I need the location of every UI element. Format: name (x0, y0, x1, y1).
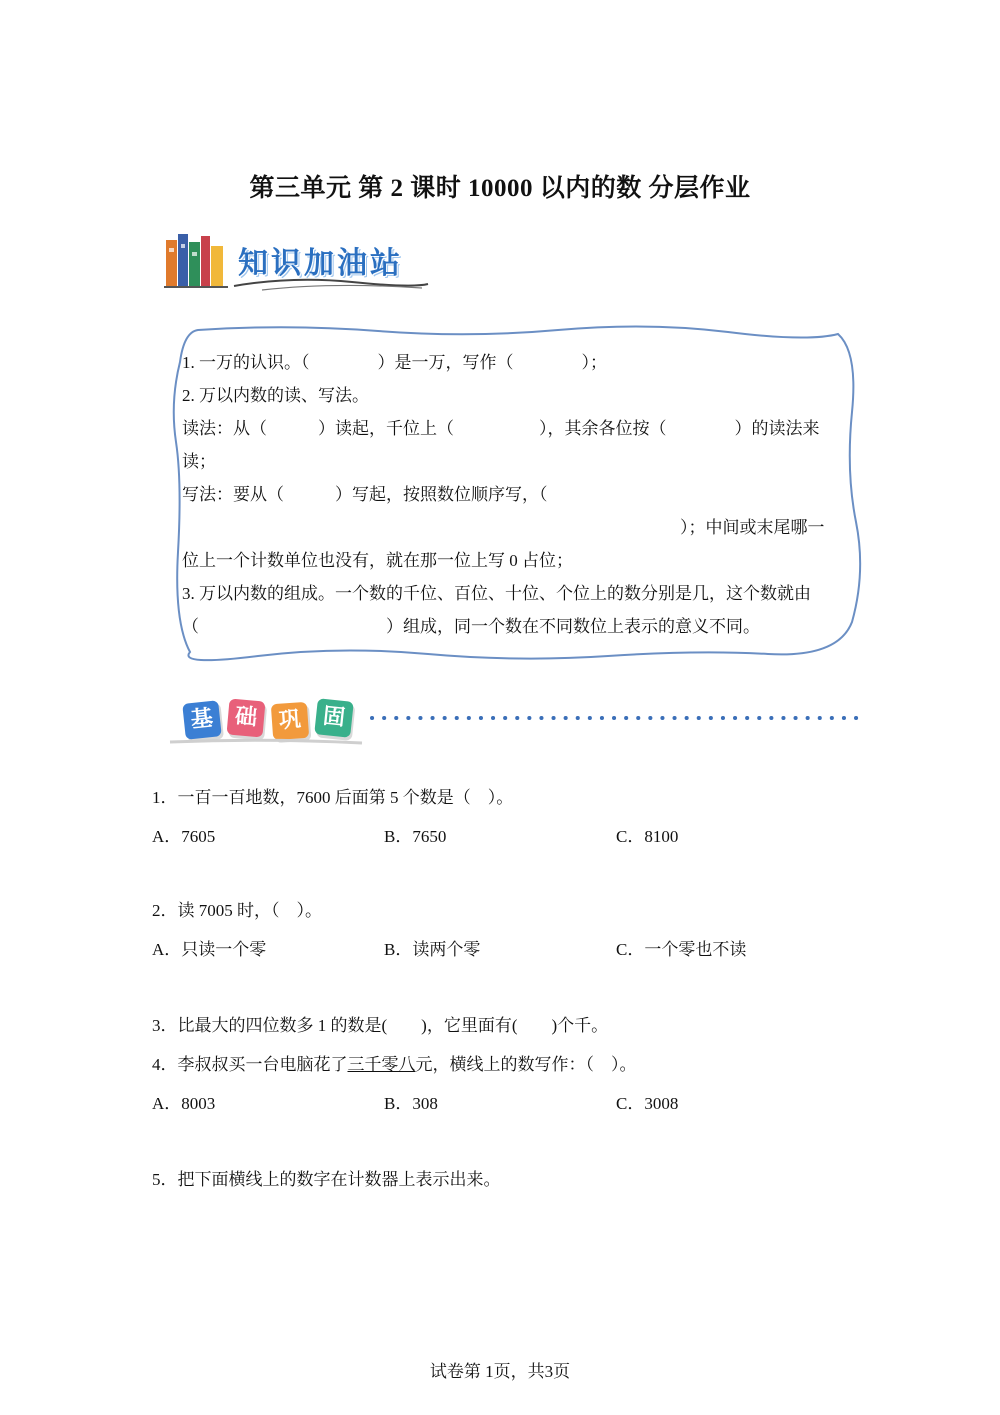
knowledge-line-6: ）；中间或末尾哪一 (680, 518, 825, 537)
question-4-option-b[interactable]: B．308 (384, 1094, 438, 1113)
knowledge-line-9: （ ）组成，同一个数在不同数位上表示的意义不同。 (182, 617, 760, 636)
question-1-stem: 1．一百一百地数，7600 后面第 5 个数是（ ）。 (152, 788, 514, 807)
page-title: 第三单元 第 2 课时 10000 以内的数 分层作业 (249, 175, 751, 202)
question-4-stem-after: 元，横线上的数写作：（ ）。 (415, 1055, 637, 1074)
page-footer: 试卷第 1页，共3页 (429, 1362, 571, 1381)
knowledge-line-7: 位上一个计数单位也没有，就在那一位上写 0 占位； (182, 551, 573, 570)
question-2-option-b[interactable]: B．读两个零 (384, 940, 481, 959)
section-knowledge-heading: 知识加油站 (238, 246, 403, 281)
question-4-underlined-number: 三千零八 (347, 1055, 416, 1074)
knowledge-line-1: 1. 一万的认识。（ ）是一万，写作（ ）； (182, 353, 607, 372)
dotted-divider (368, 713, 868, 723)
question-2-option-c[interactable]: C．一个零也不读 (616, 940, 747, 959)
question-4-option-a[interactable]: A．8003 (152, 1094, 216, 1113)
question-1-option-b[interactable]: B．7650 (384, 827, 447, 846)
heading-underline-stroke (232, 272, 432, 292)
knowledge-line-2: 2. 万以内数的读、写法。 (182, 386, 369, 405)
heading-tile-3: 巩 (271, 702, 309, 740)
knowledge-line-4: 读； (182, 452, 216, 471)
heading-tile-2: 础 (226, 698, 265, 737)
question-1-option-c[interactable]: C．8100 (616, 827, 679, 846)
heading-tile-4: 固 (314, 698, 354, 738)
question-5-stem: 5．把下面横线上的数字在计数器上表示出来。 (152, 1170, 501, 1189)
heading-tile-1: 基 (182, 700, 222, 740)
tiles-shadow-stroke (166, 738, 366, 746)
question-4-option-c[interactable]: C．3008 (616, 1094, 679, 1113)
question-4-stem-before: 4．李叔叔买一台电脑花了 (152, 1055, 348, 1074)
knowledge-line-5: 写法：要从（ ）写起，按照数位顺序写，（ (182, 485, 548, 504)
knowledge-line-3: 读法：从（ ）读起，千位上（ ），其余各位按（ ）的读法来 (182, 419, 820, 438)
question-1-option-a[interactable]: A．7605 (152, 827, 216, 846)
knowledge-line-8: 3. 万以内数的组成。一个数的千位、百位、十位、个位上的数分别是几，这个数就由 (182, 584, 811, 603)
question-4-stem (152, 1054, 637, 1076)
question-2-option-a[interactable]: A．只读一个零 (152, 940, 267, 959)
question-3-stem: 3．比最大的四位数多 1 的数是( )，它里面有( )个千。 (152, 1016, 609, 1035)
question-2-stem: 2．读 7005 时，（ ）。 (152, 901, 322, 920)
books-icon (164, 232, 230, 288)
